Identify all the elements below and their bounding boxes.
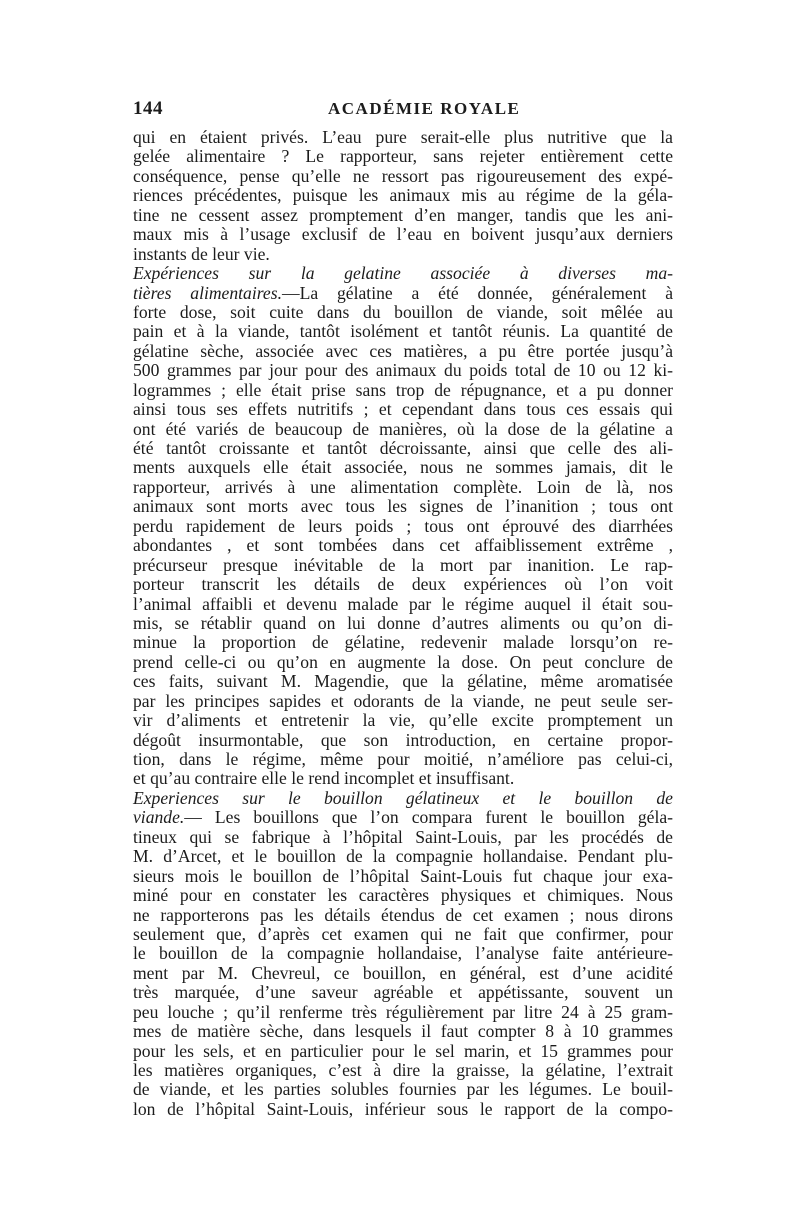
text-line xyxy=(133,633,673,652)
text-segment: animaux sont morts avec tous les signes de l’inanition ; tous ont xyxy=(133,496,673,517)
text-line xyxy=(133,575,673,594)
text-segment: peu louche ; qu’il renferme très régulièrement par litre 24 à 25 gram- xyxy=(133,1001,673,1022)
text-segment: miné pour en constater les caractères physiques et chimiques. Nous xyxy=(133,885,673,906)
text-segment: forte dose, soit cuite dans du bouillon de viande, soit mêlée au xyxy=(133,301,673,322)
text-line xyxy=(133,420,673,439)
text-segment: ces faits, suivant M. Magendie, que la gélatine, même aromatisée xyxy=(133,671,673,692)
text-line xyxy=(133,400,673,419)
text-segment: perdu rapidement de leurs poids ; tous ont éprouvé des diarrhées xyxy=(133,515,673,536)
text-segment: maux mis à l’usage exclusif de l’eau en boivent jusqu’aux derniers xyxy=(133,224,673,245)
text-segment: rapporteur, arrivés à une alimentation complète. Loin de là, nos xyxy=(133,476,673,497)
text-segment: par les principes sapides et odorants de la viande, ne peut seule ser- xyxy=(133,690,673,711)
text-line xyxy=(133,867,673,886)
text-line xyxy=(133,595,673,614)
text-line xyxy=(133,847,673,866)
text-line xyxy=(133,458,673,477)
text-line xyxy=(133,1061,673,1080)
text-segment: très marquée, d’une saveur agréable et appétissante, souvent un xyxy=(133,982,673,1003)
italic-heading-text: tières alimentaires. xyxy=(133,282,282,303)
text-segment: sieurs mois le bouillon de l’hôpital Saint-Louis fut chaque jour exa- xyxy=(133,865,673,886)
text-line xyxy=(133,692,673,711)
text-line xyxy=(133,789,673,808)
text-segment: ainsi tous ses effets nutritifs ; et cependant dans tous ces essais qui xyxy=(133,399,673,420)
text-segment: l’animal affaibli et devenu malade par le régime auquel il était sou- xyxy=(133,593,673,614)
text-line xyxy=(133,381,673,400)
text-line xyxy=(133,750,673,769)
text-line xyxy=(133,925,673,944)
text-line xyxy=(133,361,673,380)
text-segment: tineux qui se fabrique à l’hôpital Saint-Louis, par les procédés de xyxy=(133,826,673,847)
text-segment: gelée alimentaire ? Le rapporteur, sans rejeter entièrement cette xyxy=(133,146,673,167)
text-segment: ont été variés de beaucoup de manières, où la dose de la gélatine a xyxy=(133,418,673,439)
text-segment: porteur transcrit les détails de deux expériences où l’on voit xyxy=(133,574,673,595)
text-line xyxy=(133,186,673,205)
text-segment: dégoût insurmontable, que son introduction, en certaine propor- xyxy=(133,729,673,750)
text-line xyxy=(133,497,673,516)
text-segment: M. d’Arcet, et le bouillon de la compagnie hollandaise. Pendant plu- xyxy=(133,846,673,867)
text-segment: riences précédentes, puisque les animaux mis au régime de la géla- xyxy=(133,185,673,206)
text-line xyxy=(133,284,673,303)
text-segment: gélatine sèche, associée avec ces matières, a pu être portée jusqu’à xyxy=(133,340,673,361)
text-segment: et qu’au contraire elle le rend incomplet et insuffisant. xyxy=(133,768,515,789)
text-segment: mis, se rétablir quand on lui donne d’autres aliments ou qu’on di- xyxy=(133,612,673,633)
text-line xyxy=(133,439,673,458)
text-segment: mes de matière sèche, dans lesquels il faut compter 8 à 10 grammes xyxy=(133,1021,673,1042)
text-line xyxy=(133,1080,673,1099)
text-line xyxy=(133,964,673,983)
italic-heading-text: viande. xyxy=(133,807,185,828)
text-segment: les matières organiques, c’est à dire la graisse, la gélatine, l’extrait xyxy=(133,1060,673,1080)
text-line xyxy=(133,828,673,847)
italic-heading-text: Expériences sur la gelatine associée à diverses ma- xyxy=(133,263,673,284)
text-segment: pour les sels, et en particulier pour le sel marin, et 15 grammes pour xyxy=(133,1040,673,1061)
text-line xyxy=(133,517,673,536)
text-segment: de viande, et les parties solubles fournies par les légumes. Le bouil- xyxy=(133,1079,673,1100)
text-segment: été tantôt croissante et tantôt décroissante, ainsi que celle des ali- xyxy=(133,438,673,458)
text-segment: ne rapporterons pas les détails étendus de cet examen ; nous dirons xyxy=(133,904,673,925)
text-line xyxy=(133,342,673,361)
italic-heading-text: Experiences sur le bouillon gélatineux et le bouillon de xyxy=(133,787,673,808)
text-segment: minue la proportion de gélatine, redevenir malade lorsqu’on re- xyxy=(133,632,673,653)
text-segment: —La gélatine a été donnée, généralement à xyxy=(282,282,674,303)
text-line xyxy=(133,478,673,497)
running-head: ACADÉMIE ROYALE xyxy=(328,99,521,118)
text-line xyxy=(133,769,673,788)
text-segment: pain et à la viande, tantôt isolément et tantôt réunis. La quantité de xyxy=(133,321,673,342)
text-segment: précurseur presque inévitable de la mort par inanition. Le rap- xyxy=(133,554,673,575)
text-line xyxy=(133,167,673,186)
text-line xyxy=(133,711,673,730)
text-line xyxy=(133,808,673,827)
text-line xyxy=(133,556,673,575)
text-line xyxy=(133,225,673,244)
text-segment: 500 grammes par jour pour des animaux du poids total de 10 ou 12 ki- xyxy=(133,360,673,381)
text-line xyxy=(133,206,673,225)
text-line xyxy=(133,614,673,633)
text-segment: tion, dans le régime, même pour moitié, n’améliore pas celui-ci, xyxy=(133,749,673,769)
text-line xyxy=(133,653,673,672)
text-line xyxy=(133,536,673,555)
text-line xyxy=(133,303,673,322)
text-segment: — Les bouillons que l’on compara furent le bouillon géla- xyxy=(184,807,673,828)
text-segment: tine ne cessent assez promptement d’en manger, tandis que les ani- xyxy=(133,204,673,225)
text-line xyxy=(133,906,673,925)
text-line xyxy=(133,1100,673,1119)
text-line xyxy=(133,322,673,341)
text-line xyxy=(133,886,673,905)
text-line xyxy=(133,731,673,750)
text-line xyxy=(133,944,673,963)
text-segment: qui en étaient privés. L’eau pure serait-elle plus nutritive que la xyxy=(133,127,673,147)
body-text xyxy=(133,128,673,1119)
text-segment: lon de l’hôpital Saint-Louis, inférieur sous le rapport de la compo- xyxy=(133,1098,673,1119)
text-segment: le bouillon de la compagnie hollandaise, l’analyse faite antérieure- xyxy=(133,943,673,964)
text-line xyxy=(133,245,673,264)
text-segment: prend celle-ci ou qu’on en augmente la dose. On peut conclure de xyxy=(133,651,673,672)
text-segment: abondantes , et sont tombées dans cet affaiblissement extrême , xyxy=(133,535,673,556)
text-line xyxy=(133,1003,673,1022)
text-segment: vir d’aliments et entretenir la vie, qu’elle excite promptement un xyxy=(133,710,673,731)
text-segment: instants de leur vie. xyxy=(133,243,270,264)
text-line xyxy=(133,983,673,1002)
text-segment: logrammes ; elle était prise sans trop de répugnance, et a pu donner xyxy=(133,379,673,400)
page-header xyxy=(133,98,673,122)
text-segment: conséquence, pense qu’elle ne ressort pas rigoureusement des expé- xyxy=(133,165,673,186)
text-segment: ment par M. Chevreul, ce bouillon, en général, est d’une acidité xyxy=(133,962,673,983)
text-segment: ments auxquels elle était associée, nous ne sommes jamais, dit le xyxy=(133,457,673,478)
text-segment: seulement que, d’après cet examen qui ne fait que confirmer, pour xyxy=(133,923,673,944)
page-number: 144 xyxy=(133,98,163,119)
text-line xyxy=(133,1022,673,1041)
text-line xyxy=(133,147,673,166)
text-line xyxy=(133,264,673,283)
text-line xyxy=(133,1042,673,1061)
text-line xyxy=(133,672,673,691)
text-line xyxy=(133,128,673,147)
